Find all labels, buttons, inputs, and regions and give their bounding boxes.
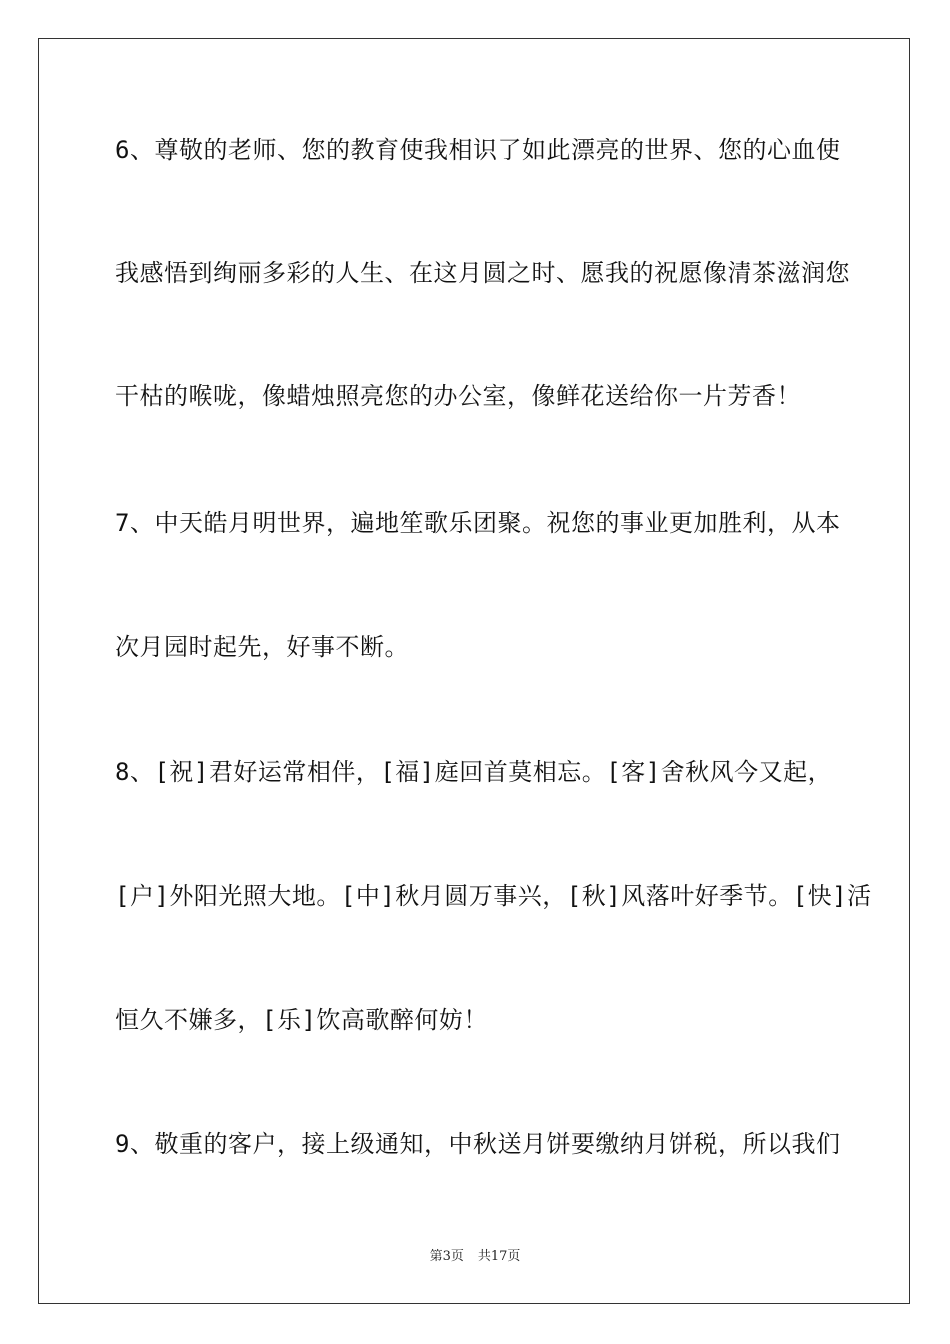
page-total: 共17页 <box>477 1249 521 1264</box>
text-line-2: 我感悟到绚丽多彩的人生、在这月圆之时、愿我的祝愿像清茶滋润您 <box>115 259 850 287</box>
text-line-8: 恒久不嫌多，[乐]饮高歌醉何妨！ <box>115 1006 488 1034</box>
page-border <box>38 38 910 1304</box>
text-line-3: 干枯的喉咙，像蜡烛照亮您的办公室，像鲜花送给你一片芳香！ <box>115 382 801 410</box>
page-number: 第3页 <box>429 1249 464 1264</box>
text-line-9: 9、敬重的客户，接上级通知，中秋送月饼要缴纳月饼税，所以我们 <box>115 1130 841 1158</box>
page-footer <box>0 1248 950 1266</box>
text-line-7: [户]外阳光照大地。[中]秋月圆万事兴，[秋]风落叶好季节。[快]活 <box>115 882 872 910</box>
text-line-1: 6、尊敬的老师、您的教育使我相识了如此漂亮的世界、您的心血使 <box>115 136 841 164</box>
text-line-4: 7、中天皓月明世界，遍地笙歌乐团聚。祝您的事业更加胜利，从本 <box>115 509 841 537</box>
text-line-5: 次月园时起先，好事不断。 <box>115 633 409 661</box>
text-line-6: 8、[祝]君好运常相伴，[福]庭回首莫相忘。[客]舍秋风今又起， <box>115 758 833 786</box>
